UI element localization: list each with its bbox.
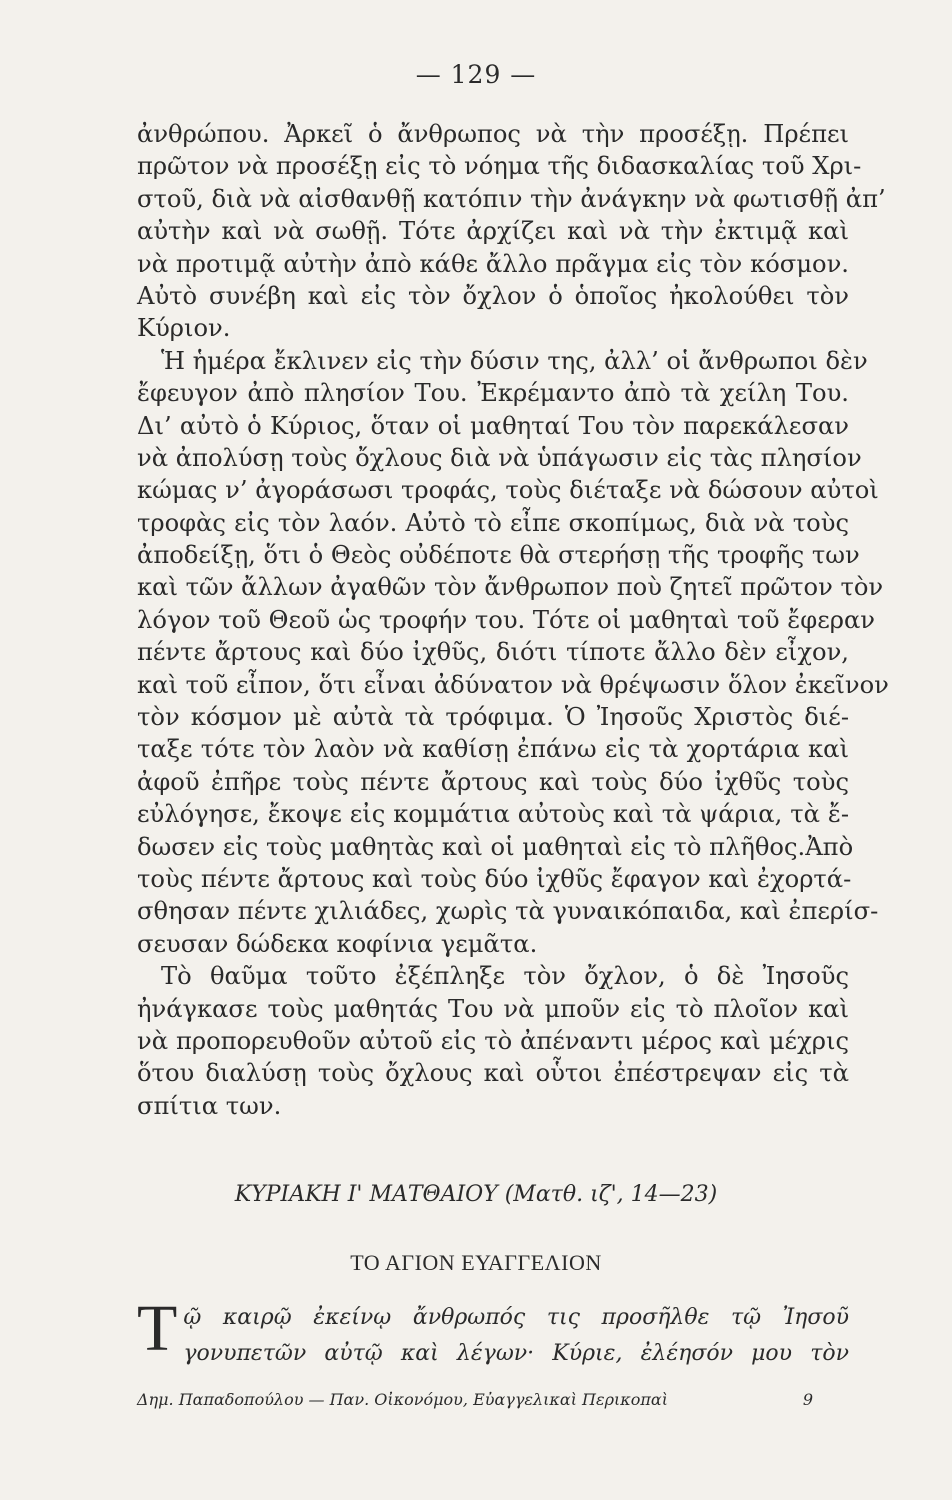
text-line: τὸν κόσμον μὲ αὐτὰ τὰ τρόφιμα. Ὁ Ἰησοῦς Χριστὸς διέ- xyxy=(137,703,849,732)
text-line: στοῦ, διὰ νὰ αἰσθανθῇ κατόπιν τὴν ἀνάγκην νὰ φωτισθῇ ἀπ’ xyxy=(137,184,886,213)
footer-citation: Δημ. Παπαδοπούλου — Παν. Οἰκονόμου, Εὐαγγελικαὶ Περικοπαὶ xyxy=(137,1390,668,1409)
text-line: πρῶτον νὰ προσέξῃ εἰς τὸ νόημα τῆς διδασκαλίας τοῦ Χρι- xyxy=(137,152,862,181)
text-line: νὰ προπορευθοῦν αὐτοῦ εἰς τὸ ἀπέναντι μέρος καὶ μέχρις xyxy=(137,1026,849,1055)
text-line: Τὸ θαῦμα τοῦτο ἐξέπληξε τὸν ὄχλον, ὁ δὲ Ἰησοῦς xyxy=(161,962,849,991)
body-text xyxy=(137,118,889,1122)
text-line: τοὺς πέντε ἄρτους καὶ τοὺς δύο ἰχθῦς ἔφαγον καὶ ἐχορτά- xyxy=(137,864,852,893)
page-footer xyxy=(137,1390,849,1409)
drop-cap: Τ xyxy=(137,1292,178,1365)
text-line: πέντε ἄρτους καὶ δύο ἰχθῦς, διότι τίποτε ἄλλο δὲν εἶχον, xyxy=(137,638,849,667)
text-line: καὶ τοῦ εἶπον, ὅτι εἶναι ἀδύνατον νὰ θρέψωσιν ὅλον ἐκεῖνον xyxy=(137,670,889,699)
text-line: σθησαν πέντε χιλιάδες, χωρὶς τὰ γυναικόπαιδα, καὶ ἐπερίσ- xyxy=(137,897,879,926)
text-line: Ἡ ἡμέρα ἔκλινεν εἰς τὴν δύσιν της, ἀλλ’ οἱ ἄνθρωποι δὲν xyxy=(161,346,868,375)
text-line: Δι’ αὐτὸ ὁ Κύριος, ὅταν οἱ μαθηταί Του τὸν παρεκάλεσαν xyxy=(137,411,849,440)
text-line: ταξε τότε τὸν λαὸν νὰ καθίσῃ ἐπάνω εἰς τὰ χορτάρια καὶ xyxy=(137,735,849,764)
text-line: αὐτὴν καὶ νὰ σωθῇ. Τότε ἀρχίζει καὶ νὰ τὴν ἐκτιμᾷ καὶ xyxy=(137,217,849,246)
section-heading-caps: ΤΟ ΑΓΙΟΝ ΕΥΑΓΓΕΛΙΟΝ xyxy=(350,1250,602,1275)
gospel-text xyxy=(137,1292,849,1372)
text-line: νὰ ἀπολύσῃ τοὺς ὄχλους διὰ νὰ ὑπάγωσιν εἰς τὰς πλησίον xyxy=(137,443,862,472)
text-line: κώμας ν’ ἀγοράσωσι τροφάς, τοὺς διέταξε νὰ δώσουν αὐτοὶ xyxy=(137,476,879,505)
text-line: σευσαν δώδεκα κοφίνια γεμᾶτα. xyxy=(137,929,538,958)
text-line: Αὐτὸ συνέβη καὶ εἰς τὸν ὄχλον ὁ ὁποῖος ἠκολούθει τὸν xyxy=(137,281,849,310)
text-line: καὶ τῶν ἄλλων ἀγαθῶν τὸν ἄνθρωπον ποὺ ζητεῖ πρῶτον τὸν xyxy=(137,573,884,602)
text-line: Κύριον. xyxy=(137,314,231,343)
page-number: — 129 — xyxy=(415,60,537,89)
text-line: ἔφευγον ἀπὸ πλησίον Του. Ἐκρέμαντο ἀπὸ τὰ χείλη Του. xyxy=(137,379,849,408)
text-line: ὅτου διαλύσῃ τοὺς ὄχλους καὶ οὗτοι ἐπέστρεψαν εἰς τὰ xyxy=(137,1059,849,1088)
text-line: ἀφοῦ ἐπῆρε τοὺς πέντε ἄρτους καὶ τοὺς δύο ἰχθῦς τοὺς xyxy=(137,767,849,796)
gospel-line: ῷ καιρῷ ἐκείνῳ ἄνθρωπός τις προσῆλθε τῷ Ἰησοῦ xyxy=(183,1305,849,1330)
section-heading-italic: ΚΥΡΙΑΚΗ Ι' ΜΑΤΘΑΙΟΥ (Ματθ. ιζ', 14—23) xyxy=(234,1182,718,1207)
text-line: εὐλόγησε, ἔκοψε εἰς κομμάτια αὐτοὺς καὶ τὰ ψάρια, τὰ ἔ- xyxy=(137,800,849,829)
text-line: νὰ προτιμᾷ αὐτὴν ἀπὸ κάθε ἄλλο πρᾶγμα εἰς τὸν κόσμον. xyxy=(137,249,849,278)
signature-number: 9 xyxy=(802,1390,813,1409)
text-line: σπίτια των. xyxy=(137,1091,282,1120)
gospel-line: γονυπετῶν αὐτῷ καὶ λέγων· Κύριε, ἐλέησόν μου τὸν xyxy=(183,1341,849,1366)
text-line: λόγον τοῦ Θεοῦ ὡς τροφήν του. Τότε οἱ μαθηταὶ τοῦ ἔφεραν xyxy=(137,605,875,634)
text-line: τροφὰς εἰς τὸν λαόν. Αὐτὸ τὸ εἶπε σκοπίμως, διὰ νὰ τοὺς xyxy=(137,508,849,537)
text-line: ἠνάγκασε τοὺς μαθητάς Του νὰ μποῦν εἰς τὸ πλοῖον καὶ xyxy=(137,994,849,1023)
text-line: δωσεν εἰς τοὺς μαθητὰς καὶ οἱ μαθηταὶ εἰς τὸ πλῆθος.Ἀπὸ xyxy=(137,832,854,861)
text-line: ἀποδείξῃ, ὅτι ὁ Θεὸς οὐδέποτε θὰ στερήσῃ τῆς τροφῆς των xyxy=(137,541,860,570)
text-line: ἀνθρώπου. Ἀρκεῖ ὁ ἄνθρωπος νὰ τὴν προσέξῃ. Πρέπει xyxy=(137,120,849,148)
